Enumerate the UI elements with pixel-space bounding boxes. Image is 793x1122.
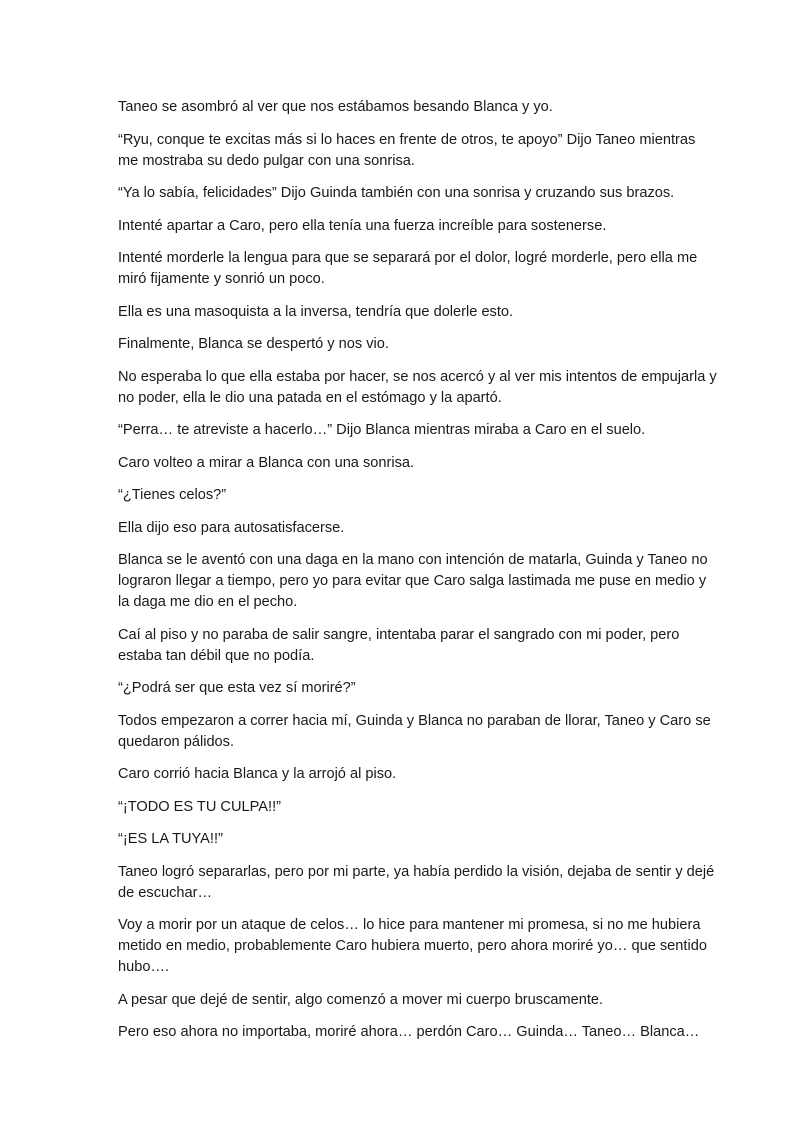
story-text	[118, 97, 718, 1055]
paragraph: “¿Podrá ser que esta vez sí moriré?”	[118, 680, 356, 696]
paragraph: No esperaba lo que ella estaba por hacer, se nos acercó y al ver mis intentos de empujarla y no poder, ella le dio una patada en el estómago y la apartó.	[118, 368, 717, 406]
paragraph: “¡ES LA TUYA!!”	[118, 831, 223, 847]
paragraph: Caro volteo a mirar a Blanca con una sonrisa.	[118, 454, 415, 471]
paragraph: Finalmente, Blanca se despertó y nos vio.	[118, 336, 389, 352]
paragraph: Caí al piso y no paraba de salir sangre, intentaba parar el sangrado con mi poder, pero estaba tan débil que no podía.	[118, 626, 680, 664]
paragraph: “¿Tienes celos?”	[118, 487, 227, 503]
paragraph: Intenté apartar a Caro, pero ella tenía una fuerza increíble para sostenerse.	[118, 217, 607, 234]
paragraph: Taneo logró separarlas, pero por mi parte, ya había perdido la visión, dejaba de sentir y dejé de escuchar…	[118, 863, 715, 901]
paragraph: Todos empezaron a correr hacia mí, Guinda y Blanca no paraban de llorar, Taneo y Caro se quedaron pálidos.	[118, 712, 711, 750]
paragraph: Caro corrió hacia Blanca y la arrojó al piso.	[118, 766, 397, 782]
paragraph: Blanca se le aventó con una daga en la mano con intención de matarla, Guinda y Taneo no lograron llegar a tiempo, pero yo para evitar que Caro salga lastimada me puse en medio y la daga me dio en el pecho.	[118, 552, 708, 610]
paragraph: Ella es una masoquista a la inversa, tendría que dolerle esto.	[118, 303, 514, 320]
paragraph: Pero eso ahora no importaba, moriré ahora… perdón Caro… Guinda… Taneo… Blanca…	[118, 1024, 700, 1040]
paragraph: A pesar que dejé de sentir, algo comenzó a mover mi cuerpo bruscamente.	[118, 991, 604, 1008]
paragraph: “Perra… te atreviste a hacerlo…” Dijo Blanca mientras miraba a Caro en el suelo.	[118, 422, 646, 438]
paragraph: Ella dijo eso para autosatisfacerse.	[118, 519, 345, 536]
paragraph: Taneo se asombró al ver que nos estábamos besando Blanca y yo.	[118, 99, 553, 115]
paragraph: Voy a morir por un ataque de celos… lo hice para mantener mi promesa, si no me hubiera metido en medio, probablemente Caro hubiera muerto, pero ahora moriré yo… que sentido hubo….	[118, 917, 707, 975]
paragraph: “Ryu, conque te excitas más si lo haces en frente de otros, te apoyo” Dijo Taneo mientras me mostraba su dedo pulgar con una sonrisa.	[118, 131, 696, 169]
paragraph: “Ya lo sabía, felicidades” Dijo Guinda también con una sonrisa y cruzando sus brazos.	[118, 185, 675, 201]
paragraph: Intenté morderle la lengua para que se separará por el dolor, logré morderle, pero ella me miró fijamente y sonrió un poco.	[118, 250, 698, 287]
paragraph: “¡TODO ES TU CULPA!!”	[118, 798, 281, 815]
